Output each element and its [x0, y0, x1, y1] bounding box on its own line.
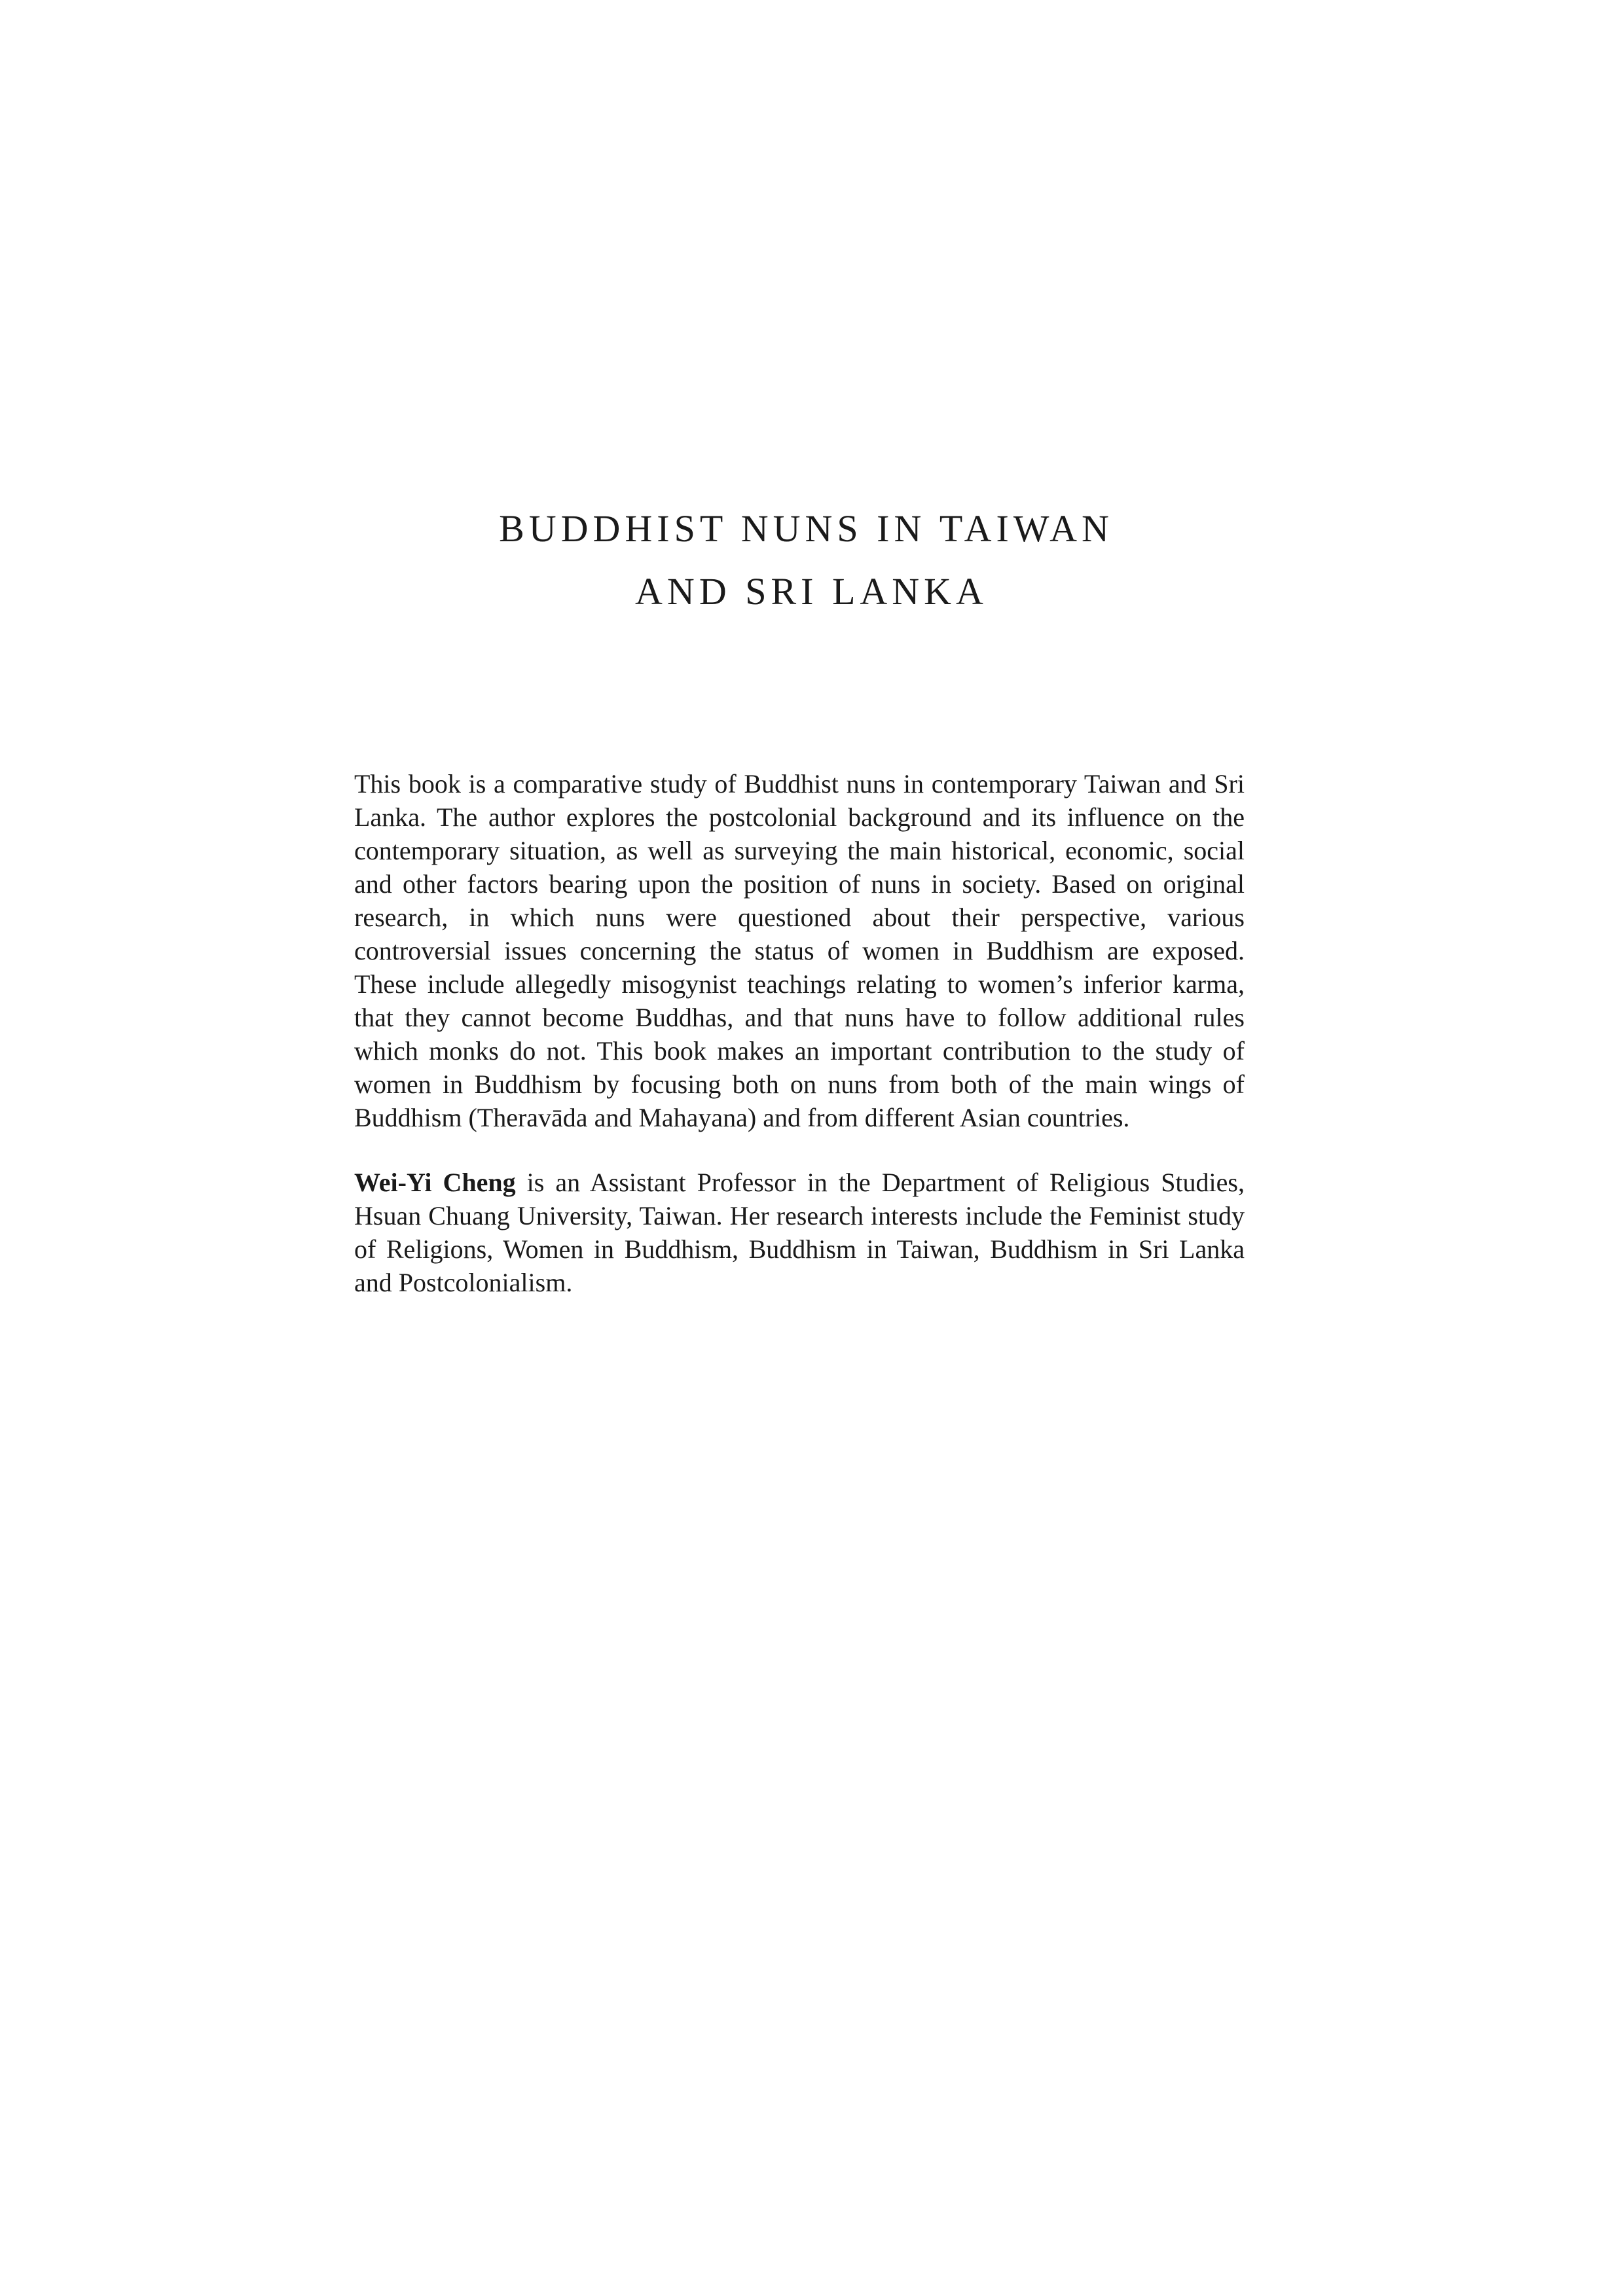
author-name: Wei-Yi Cheng: [354, 1168, 516, 1197]
book-title-line-1: BUDDHIST NUNS IN TAIWAN: [499, 507, 1114, 550]
author-bio: [354, 1166, 1245, 1299]
author-bio-text: is an Assistant Professor in the Department of Religious Studies, Hsuan Chuang University, Taiwan. Her research interests include the Feminist study of Religions, Women in Buddhism, Buddhism in Taiwan, Buddhism in Sri Lanka and Postcolonialism.: [354, 1168, 1245, 1297]
blurb-section: [354, 767, 1245, 1299]
book-title-line-2: AND SRI LANKA: [635, 570, 988, 613]
book-title: [0, 497, 1623, 623]
book-description: This book is a comparative study of Buddhist nuns in contemporary Taiwan and Sri Lanka. The author explores the postcolonial background and its influence on the contemporary situation, as well as surveying the main historical, economic, social and other factors bearing upon the position of nuns in society. Based on original research, in which nuns were questioned about their perspective, various controversial issues concerning the status of women in Buddhism are exposed. These include allegedly misogynist teachings relating to women’s inferior karma, that they cannot become Buddhas, and that nuns have to follow additional rules which monks do not. This book makes an important contribution to the study of women in Buddhism by focusing both on nuns from both of the main wings of Buddhism (Theravāda and Mahayana) and from different Asian countries.: [354, 769, 1245, 1132]
